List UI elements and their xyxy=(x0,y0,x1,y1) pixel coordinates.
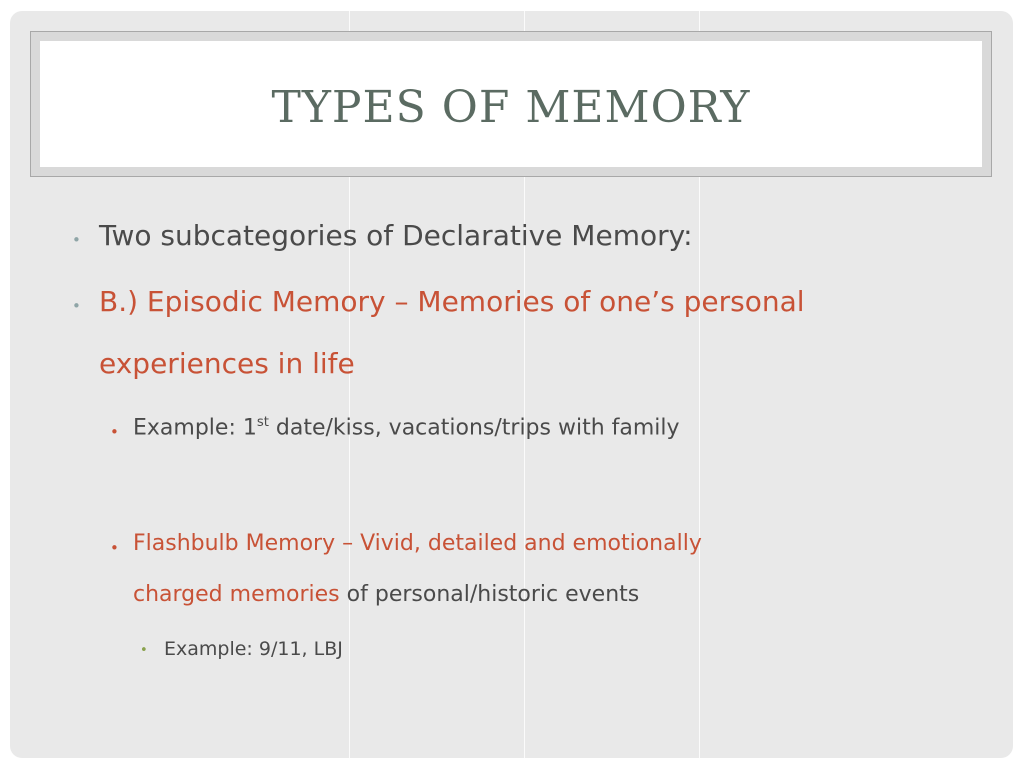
flashbulb-rest: of personal/historic events xyxy=(339,582,640,607)
example-suffix: date/kiss, vacations/trips with family xyxy=(268,415,680,441)
bullet-flashbulb-example: Example: 9/11, LBJ xyxy=(164,638,343,660)
example-prefix: Example: 1 xyxy=(133,415,257,441)
bullet-dot: • xyxy=(72,231,81,249)
bullet-episodic-memory-line2: experiences in life xyxy=(99,347,355,380)
bullet-dot: • xyxy=(110,539,119,557)
bullet-dot: • xyxy=(110,423,119,441)
bullet-flashbulb-line1: Flashbulb Memory – Vivid, detailed and emotionally xyxy=(133,531,702,556)
bullet-episodic-memory-line1: B.) Episodic Memory – Memories of one’s personal xyxy=(99,285,805,318)
bullet-dot: • xyxy=(72,297,81,315)
bullet-flashbulb-line2 xyxy=(133,582,639,607)
bullet-declarative-subcategories: Two subcategories of Declarative Memory: xyxy=(99,219,693,252)
slide-title: TYPES OF MEMORY xyxy=(271,81,751,133)
example-superscript: st xyxy=(256,415,269,430)
bullet-episodic-example xyxy=(133,415,680,440)
title-frame xyxy=(30,31,992,177)
bullet-dot: • xyxy=(140,643,148,658)
title-box xyxy=(40,41,982,167)
flashbulb-highlight: charged memories xyxy=(133,582,340,607)
slide xyxy=(10,11,1013,758)
